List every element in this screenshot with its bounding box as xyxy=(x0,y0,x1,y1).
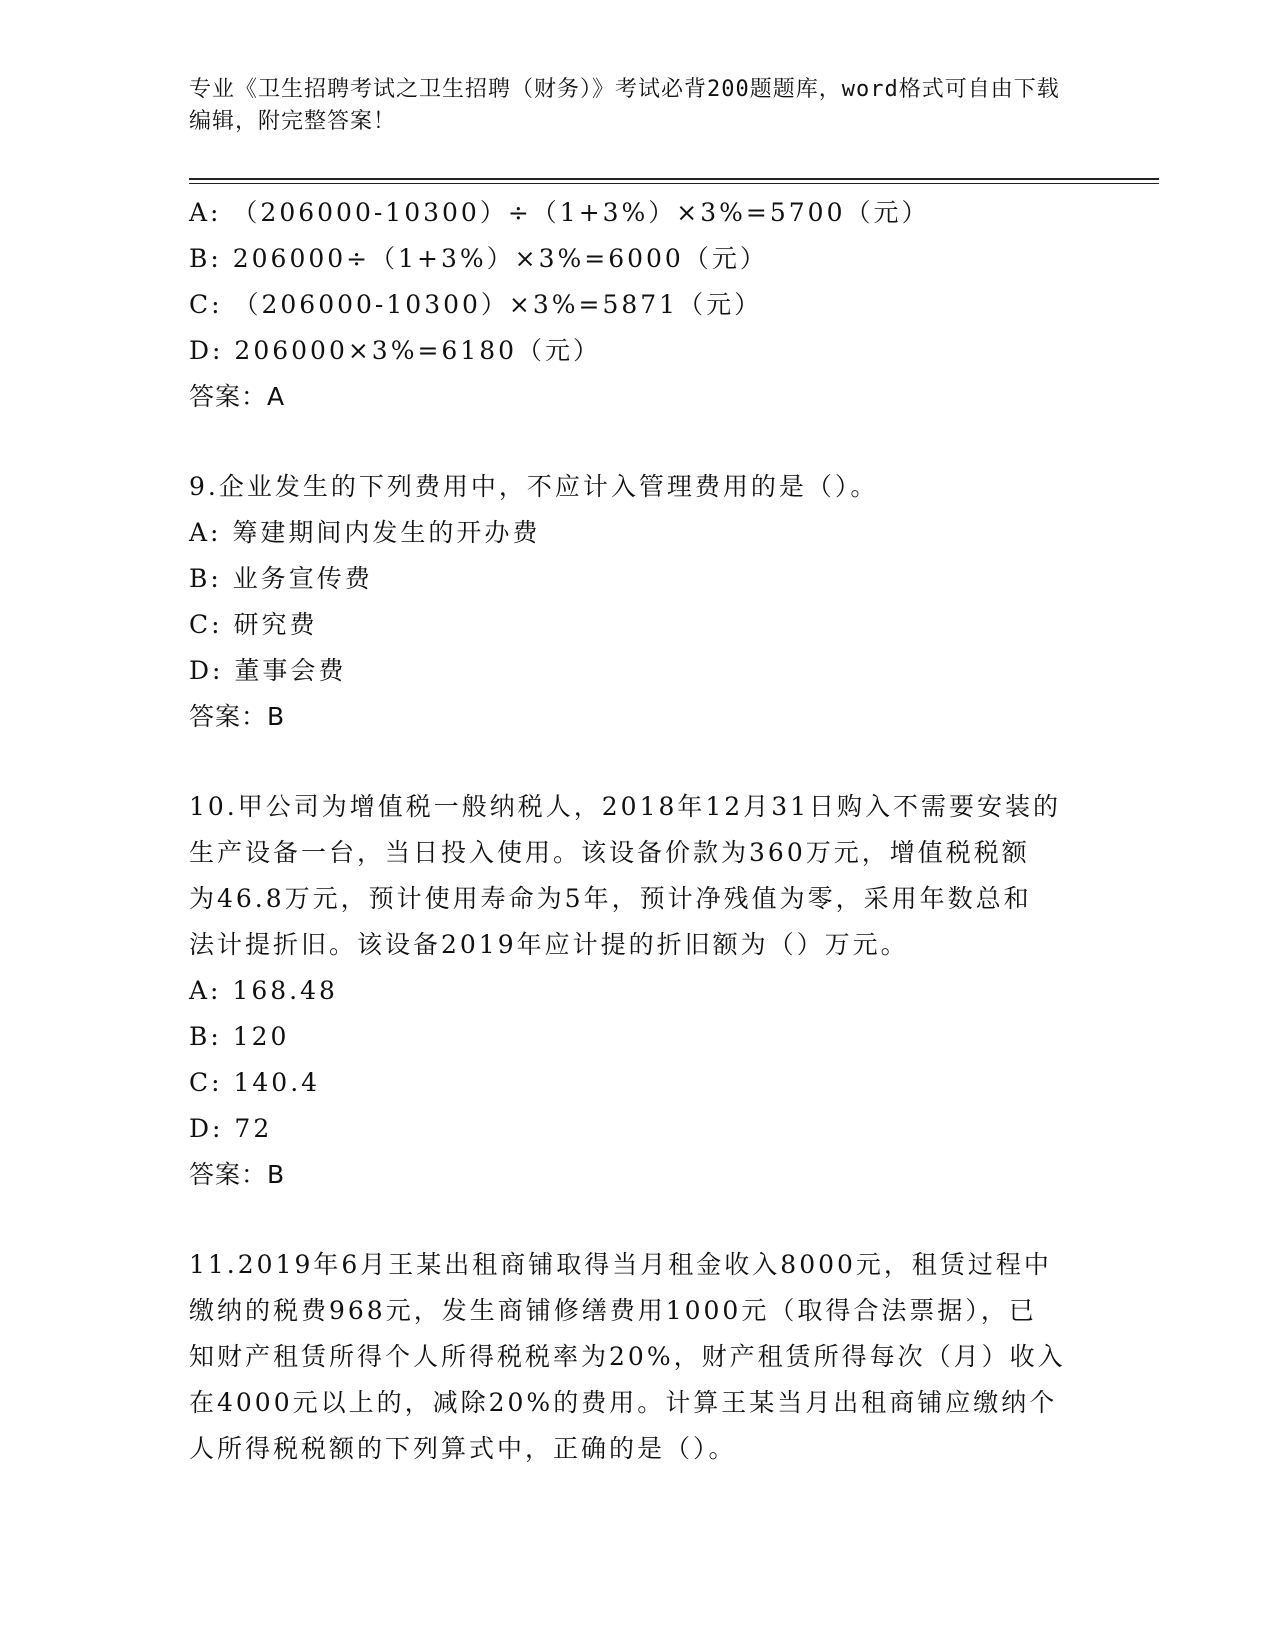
question-stem-line: 人所得税税额的下列算式中，正确的是（）。 xyxy=(189,1434,737,1463)
question-stem-line: 11.2019年6月王某出租商铺取得当月租金收入8000元，租赁过程中 xyxy=(189,1250,1052,1279)
header-divider-thin xyxy=(189,183,1159,184)
question-stem-line: 在4000元以上的，减除20%的费用。计算王某当月出租商铺应缴纳个 xyxy=(189,1388,1058,1417)
option-b: B: 120 xyxy=(189,1022,290,1051)
option-a: A: （206000-10300）÷（1+3%）×3%=5700（元） xyxy=(189,198,930,227)
option-a: A: 筹建期间内发生的开办费 xyxy=(189,518,541,547)
option-c: C: 研究费 xyxy=(189,610,318,639)
question-stem-line: 缴纳的税费968元，发生商铺修缮费用1000元（取得合法票据），已 xyxy=(189,1296,1037,1325)
question-stem-line: 生产设备一台，当日投入使用。该设备价款为360万元，增值税税额 xyxy=(189,838,1030,867)
question-stem-line: 法计提折旧。该设备2019年应计提的折旧额为（）万元。 xyxy=(189,930,909,959)
option-b: B: 206000÷（1+3%）×3%=6000（元） xyxy=(189,244,768,273)
option-b: B: 业务宣传费 xyxy=(189,564,373,593)
document-body xyxy=(189,190,1089,1472)
question-10-block xyxy=(189,784,1089,1198)
question-stem-line: 10.甲公司为增值税一般纳税人，2018年12月31日购入不需要安装的 xyxy=(189,792,1062,821)
question-11-block xyxy=(189,1242,1089,1472)
header-divider-thick xyxy=(189,178,1159,180)
answer: 答案：A xyxy=(189,382,286,411)
option-c: C: 140.4 xyxy=(189,1068,321,1097)
answer: 答案：B xyxy=(189,1160,286,1189)
question-stem: 9.企业发生的下列费用中，不应计入管理费用的是（）。 xyxy=(189,472,879,501)
question-stem-line: 为46.8万元，预计使用寿命为5年，预计净残值为零，采用年数总和 xyxy=(189,884,1032,913)
option-c: C: （206000-10300）×3%=5871（元） xyxy=(189,290,763,319)
question-stem-line: 知财产租赁所得个人所得税税率为20%，财产租赁所得每次（月）收入 xyxy=(189,1342,1066,1371)
option-d: D: 72 xyxy=(189,1114,273,1143)
answer: 答案：B xyxy=(189,702,286,731)
question-9-block xyxy=(189,464,1089,740)
option-d: D: 206000×3%=6180（元） xyxy=(189,336,602,365)
question-8-block xyxy=(189,190,1089,420)
document-header: 专业《卫生招聘考试之卫生招聘（财务）》考试必背200题题库，word格式可自由下载编辑，附完整答案！ xyxy=(189,77,1060,134)
option-a: A: 168.48 xyxy=(189,976,338,1005)
option-d: D: 董事会费 xyxy=(189,656,347,685)
